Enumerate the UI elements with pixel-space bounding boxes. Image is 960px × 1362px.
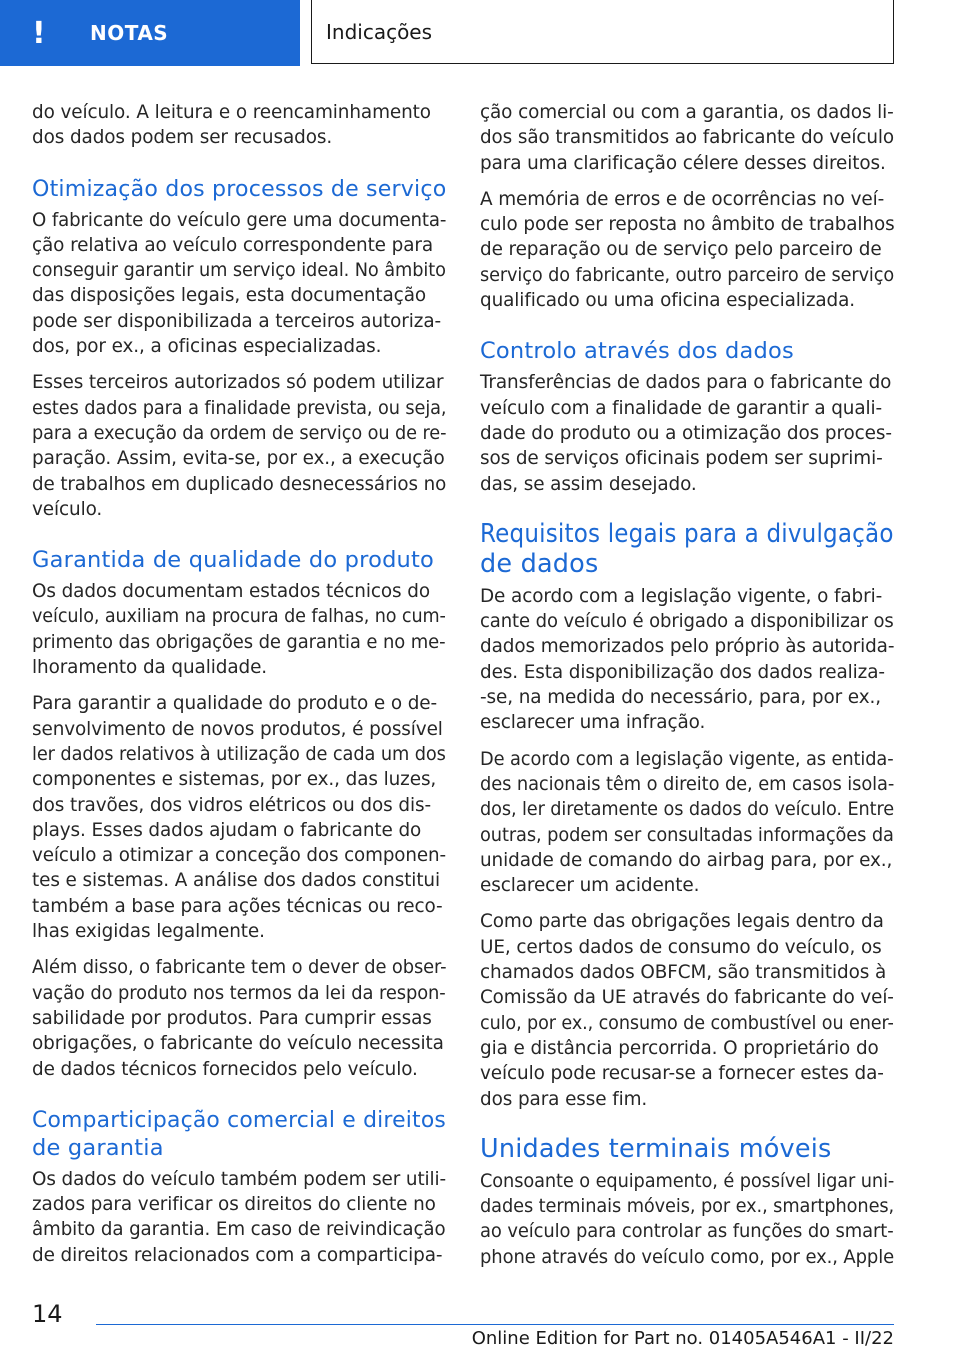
- text-line: de dados técnicos fornecidos pelo veículo.: [32, 1058, 418, 1080]
- heading-line: Garantida de qualidade do produto: [32, 547, 435, 574]
- text-line: culo, por ex., consumo de combustível ou ener-: [480, 1012, 894, 1034]
- text-line: Consoante o equipamento, é possível ligar uni-: [480, 1170, 895, 1192]
- text-line: veículo pode recusar-se a fornecer estes da-: [480, 1063, 884, 1085]
- text-line: ao veículo para controlar as funções do smart-: [480, 1221, 894, 1243]
- topic-box: [311, 0, 894, 64]
- heading-line: Otimização dos processos de serviço: [32, 175, 447, 202]
- right-column: [480, 100, 894, 1281]
- paragraph: [480, 747, 894, 899]
- text-line: Os dados documentam estados técnicos do: [32, 581, 430, 603]
- heading-line: Requisitos legais para a divulgação: [480, 518, 894, 549]
- text-line: gia e distância percorrida. O proprietário do: [480, 1037, 879, 1059]
- paragraph: [32, 955, 446, 1081]
- paragraph: [32, 1167, 446, 1268]
- text-line: estes dados para a finalidade prevista, ou seja,: [32, 397, 447, 419]
- text-line: esclarecer uma infração.: [480, 712, 706, 734]
- text-line: culo pode ser reposta no âmbito de trabalhos: [480, 214, 895, 236]
- text-line: phone através do veículo como, por ex., Apple: [480, 1246, 895, 1268]
- text-line: veículo com a finalidade de garantir a quali-: [480, 397, 883, 419]
- page-number: 14: [32, 1300, 63, 1328]
- text-line: Comissão da UE através do fabricante do veí-: [480, 987, 894, 1009]
- text-line: outras, podem ser consultadas informações da: [480, 824, 894, 846]
- text-line: ler dados relativos à utilização de cada um dos: [32, 743, 446, 765]
- text-line: para uma clarificação célere desses direitos.: [480, 152, 886, 174]
- text-line: ção comercial ou com a garantia, os dados li-: [480, 102, 894, 123]
- paragraph: [32, 370, 446, 522]
- text-line: zados para verificar os direitos do cliente no: [32, 1194, 436, 1216]
- paragraph: [480, 909, 894, 1111]
- text-line: conseguir garantir um serviço ideal. No âmbito: [32, 260, 446, 282]
- text-line: -se, na medida do necessário, para, por ex.,: [480, 687, 881, 709]
- heading-line: Controlo através dos dados: [480, 338, 794, 365]
- paragraph: [480, 100, 894, 176]
- text-line: chamados dados OBFCM, são transmitidos à: [480, 962, 887, 984]
- text-line: dos dados podem ser recusados.: [32, 127, 333, 149]
- text-line: veículo a otimizar a conceção dos componen-: [32, 845, 446, 867]
- text-line: senvolvimento de novos produtos, é possível: [32, 718, 443, 740]
- paragraph: [32, 208, 446, 360]
- text-line: componentes e sistemas, por ex., das luzes,: [32, 769, 437, 791]
- text-line: de trabalhos em duplicado desnecessários no: [32, 473, 447, 495]
- text-line: Esses terceiros autorizados só podem utilizar: [32, 372, 444, 394]
- text-line: qualificado ou uma oficina especializada.: [480, 290, 856, 312]
- section-heading: [480, 337, 894, 365]
- section-heading: [480, 519, 894, 579]
- heading-line: de dados: [480, 548, 599, 579]
- text-line: dados memorizados pelo próprio às autorida-: [480, 636, 895, 658]
- text-line: Transferências de dados para o fabricante do: [480, 372, 892, 394]
- text-line: Os dados do veículo também podem ser utili-: [32, 1168, 447, 1190]
- text-line: dos são transmitidos ao fabricante do veículo: [480, 127, 895, 149]
- text-line: unidade de comando do airbag para, por ex.,: [480, 849, 893, 871]
- text-line: A memória de erros e de ocorrências no veí-: [480, 188, 885, 210]
- text-line: Como parte das obrigações legais dentro da: [480, 911, 884, 933]
- text-line: Para garantir a qualidade do produto e o de-: [32, 693, 438, 715]
- text-line: veículo, auxiliam na procura de falhas, no cum-: [32, 606, 446, 628]
- text-line: paração. Assim, evita-se, por ex., a execução: [32, 448, 445, 470]
- heading-line: Comparticipação comercial e direitos: [32, 1106, 446, 1133]
- text-line: esclarecer um acidente.: [480, 875, 700, 897]
- text-line: vação do produto nos termos da lei da respon-: [32, 982, 446, 1004]
- text-line: serviço do fabricante, outro parceiro de serviço: [480, 264, 895, 286]
- text-line: pode ser disponibilizada a terceiros autoriza-: [32, 310, 442, 332]
- text-line: âmbito da garantia. Em caso de reivindicação: [32, 1219, 446, 1241]
- topic-label: Indicações: [326, 19, 433, 44]
- edition-notice: Online Edition for Part no. 01405A546A1 - II/22: [471, 1328, 894, 1349]
- text-line: tes e sistemas. A análise dos dados constitui: [32, 870, 440, 892]
- text-line: primento das obrigações de garantia e no me-: [32, 631, 446, 653]
- text-line: dos travões, dos vidros elétricos ou dos dis-: [32, 794, 431, 816]
- text-line: des nacionais têm o direito de, em casos isola-: [480, 773, 895, 795]
- text-line: dos para esse fim.: [480, 1088, 648, 1110]
- text-line: para a execução da ordem de serviço ou de re-: [32, 422, 447, 444]
- paragraph: [480, 187, 894, 313]
- section-heading: [480, 1134, 894, 1164]
- page-header: [0, 0, 960, 66]
- text-line: dos, por ex., a oficinas especializadas.: [32, 336, 382, 358]
- text-line: ção relativa ao veículo correspondente para: [32, 234, 434, 256]
- text-line: plays. Esses dados ajudam o fabricante do: [32, 819, 422, 841]
- paragraph: [480, 584, 894, 736]
- section-tab: [0, 0, 300, 66]
- text-line: de reparação ou de serviço pelo parceiro de: [480, 239, 882, 261]
- paragraph: [480, 370, 894, 496]
- section-heading: [32, 546, 446, 574]
- paragraph: [480, 1169, 894, 1270]
- text-line: de direitos relacionados com a comparticipa-: [32, 1244, 443, 1266]
- left-column: [32, 100, 446, 1279]
- text-line: lhoramento da qualidade.: [32, 657, 268, 679]
- text-line: UE, certos dados de consumo do veículo, os: [480, 936, 882, 958]
- text-line: veículo.: [32, 498, 103, 520]
- text-line: também a base para ações técnicas ou reco-: [32, 895, 443, 917]
- section-heading: [32, 175, 446, 203]
- text-line: das disposições legais, esta documentação: [32, 285, 427, 307]
- text-line: obrigações, o fabricante do veículo necessita: [32, 1033, 444, 1055]
- text-line: do veículo. A leitura e o reencaminhamento: [32, 102, 431, 123]
- text-line: dos, ler diretamente os dados do veículo. Entre: [480, 799, 895, 821]
- text-line: cante do veículo é obrigado a disponibilizar os: [480, 611, 894, 633]
- paragraph: [32, 100, 446, 151]
- text-line: des. Esta disponibilização dos dados realiza-: [480, 661, 885, 683]
- text-line: lhas exigidas legalmente.: [32, 921, 265, 943]
- text-line: De acordo com a legislação vigente, as entida-: [480, 748, 894, 770]
- heading-line: Unidades terminais móveis: [480, 1133, 832, 1164]
- text-line: sos de serviços oficinais podem ser suprimi-: [480, 448, 883, 470]
- paragraph: [32, 691, 446, 944]
- text-line: dade do produto ou a otimização dos proces-: [480, 422, 892, 444]
- text-line: sabilidade por produtos. Para cumprir essas: [32, 1007, 432, 1029]
- section-heading: [32, 1106, 446, 1162]
- text-line: dades terminais móveis, por ex., smartphones,: [480, 1196, 895, 1218]
- footer-divider: [96, 1324, 894, 1325]
- page-footer: [0, 1290, 960, 1362]
- paragraph: [32, 579, 446, 680]
- text-line: De acordo com a legislação vigente, o fabri-: [480, 585, 883, 607]
- exclamation-icon: !: [32, 15, 46, 51]
- text-line: das, se assim desejado.: [480, 473, 697, 495]
- text-line: Além disso, o fabricante tem o dever de obser-: [32, 957, 447, 979]
- section-label: NOTAS: [90, 21, 169, 45]
- text-line: O fabricante do veículo gere uma documenta-: [32, 209, 447, 231]
- heading-line: de garantia: [32, 1134, 164, 1161]
